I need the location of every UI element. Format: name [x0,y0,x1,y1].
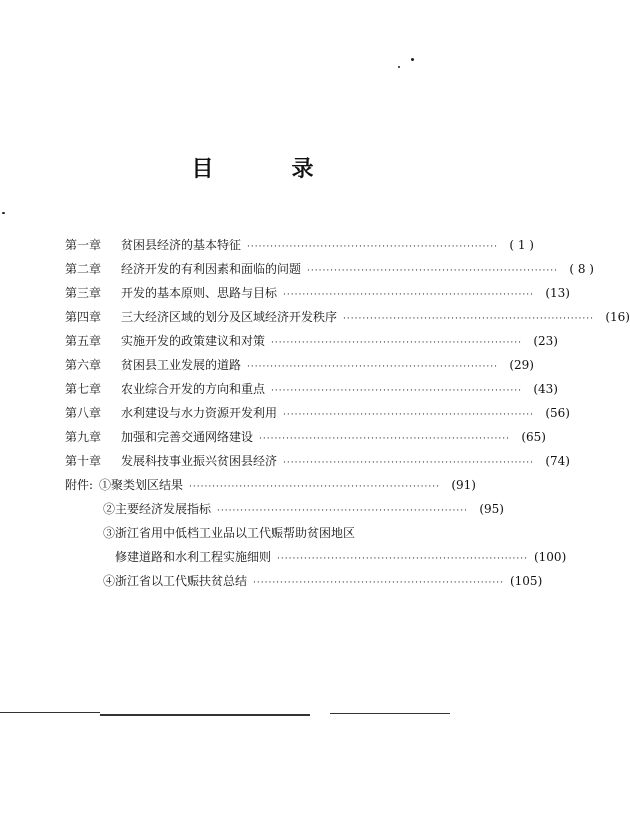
page-number: (105) [509,574,543,588]
toc-entry[interactable] [65,401,570,425]
appendix-entry[interactable] [65,473,476,497]
scan-speck [2,212,5,214]
chapter-title: 实施开发的政策建议和对策 [121,334,266,348]
dot-leader: ································································· [247,242,498,252]
chapter-title: 经济开发的有利因素和面临的问题 [121,262,302,276]
chapter-title: 水利建设与水力资源开发利用 [121,406,278,420]
page-number: (74) [545,454,570,468]
page-number: (23) [533,334,558,348]
toc-entry[interactable] [65,425,546,449]
page-number: (95) [479,502,504,516]
dot-leader: ································································· [217,506,468,516]
dot-leader: ································································· [283,458,534,468]
chapter-label: 第七章 [65,382,102,396]
dot-leader: ································································· [271,338,522,348]
dot-leader: ································································· [343,314,594,324]
appendix-title: ①聚类划区结果 [99,478,184,492]
page-number: (13) [545,286,570,300]
toc-entry[interactable] [65,449,570,473]
toc-entry[interactable] [65,305,630,329]
page-number: (16) [605,310,630,324]
scan-rule [330,713,450,714]
chapter-title: 开发的基本原则、思路与目标 [121,286,278,300]
dot-leader: ································································· [277,554,528,564]
dot-leader: ································································· [283,290,534,300]
appendix-title: ③浙江省用中低档工业品以工代赈帮助贫困地区 [103,526,356,540]
chapter-title: 加强和完善交通网络建设 [121,430,254,444]
page-number: (91) [451,478,476,492]
chapter-label: 第六章 [65,358,102,372]
page-number: ( 1 ) [509,238,534,252]
chapter-label: 第四章 [65,310,102,324]
appendix-label: 附件: [65,478,94,492]
appendix-entry[interactable] [65,521,430,545]
page-number: (100) [533,550,567,564]
chapter-title: 三大经济区域的划分及区域经济开发秩序 [121,310,338,324]
scan-rule [100,714,310,716]
chapter-title: 农业综合开发的方向和重点 [121,382,266,396]
appendix-title: ②主要经济发展指标 [103,502,212,516]
appendix-title-continued: 修建道路和水利工程实施细则 [115,550,272,564]
page-number: (65) [521,430,546,444]
page-number: ( 8 ) [569,262,594,276]
chapter-label: 第三章 [65,286,102,300]
dot-leader: ································································· [259,434,510,444]
chapter-label: 第十章 [65,454,102,468]
page-number: (56) [545,406,570,420]
dot-leader: ································································· [283,410,534,420]
chapter-label: 第九章 [65,430,102,444]
chapter-title: 贫困县经济的基本特征 [121,238,242,252]
appendix-entry[interactable] [65,497,504,521]
toc-entry[interactable] [65,353,534,377]
table-of-contents [65,233,630,593]
page-number: (43) [533,382,558,396]
dot-leader: ································································· [247,362,498,372]
chapter-label: 第八章 [65,406,102,420]
dot-leader: ································································· [307,266,558,276]
scan-speck [411,58,414,61]
appendix-entry-continued[interactable] [65,545,567,569]
scan-speck [398,66,400,68]
chapter-label: 第五章 [65,334,102,348]
chapter-label: 第二章 [65,262,102,276]
toc-entry[interactable] [65,257,594,281]
chapter-title: 发展科技事业振兴贫困县经济 [121,454,278,468]
toc-entry[interactable] [65,281,570,305]
chapter-label: 第一章 [65,238,102,252]
page-number: (29) [509,358,534,372]
toc-entry[interactable] [65,377,558,401]
dot-leader: ································································· [271,386,522,396]
appendix-entry[interactable] [65,569,543,593]
appendix-title: ④浙江省以工代赈扶贫总结 [103,574,248,588]
dot-leader: ································································· [253,578,504,588]
dot-leader: ································································· [189,482,440,492]
page-title: 目 录 [191,156,342,182]
toc-entry[interactable] [65,233,534,257]
scan-rule [0,712,100,713]
chapter-title: 贫困县工业发展的道路 [121,358,242,372]
toc-entry[interactable] [65,329,558,353]
